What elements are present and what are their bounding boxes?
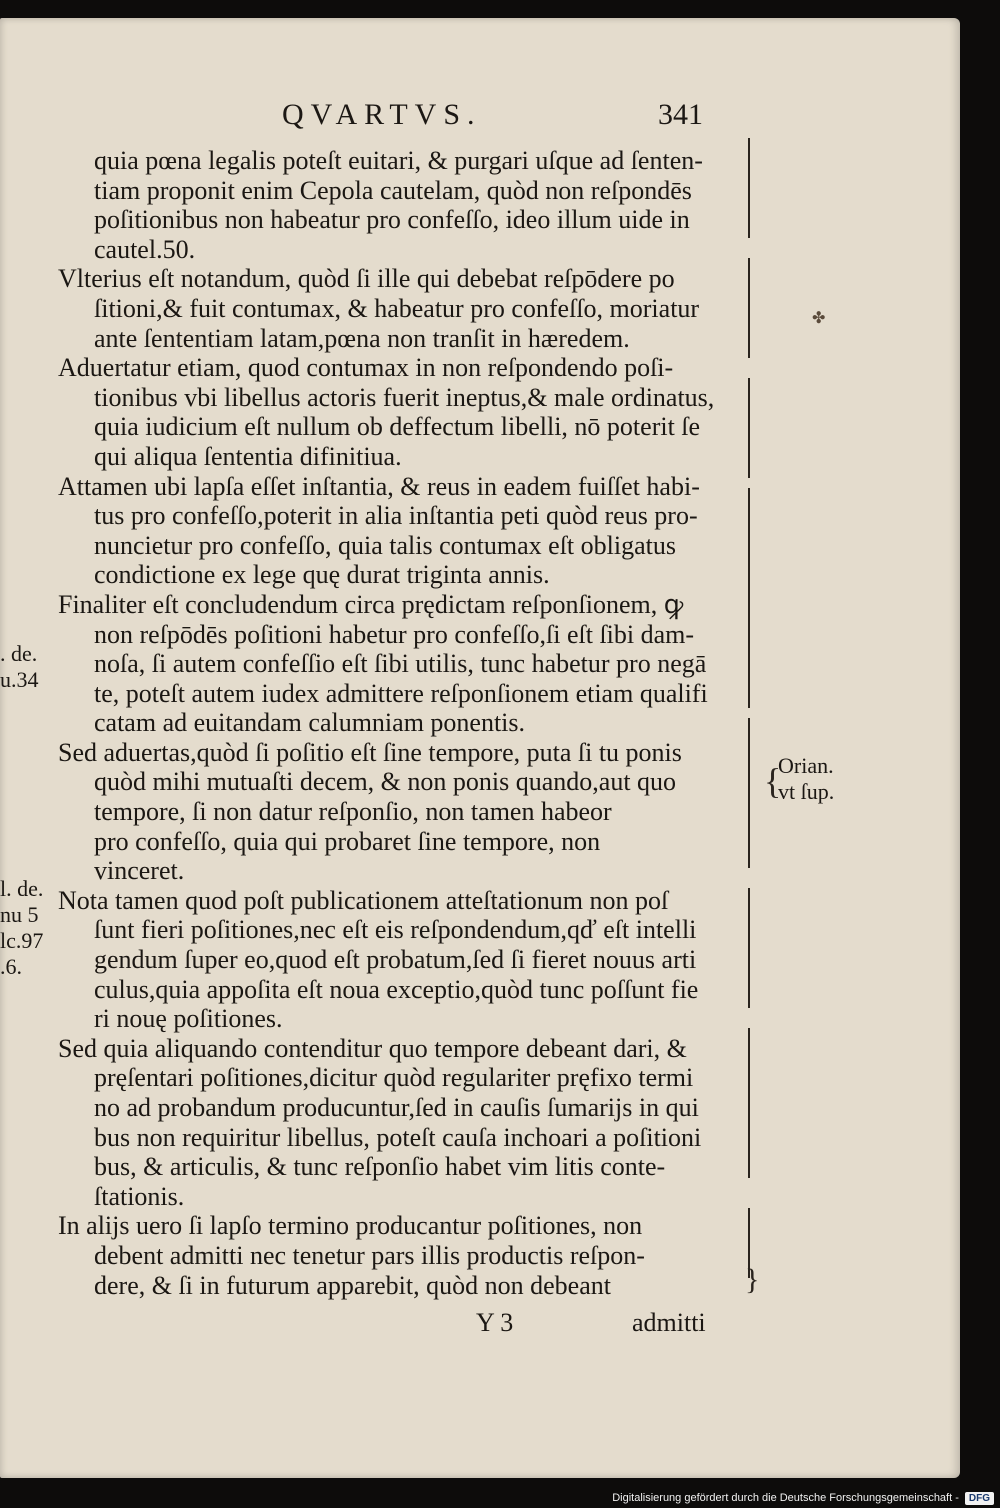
- text-line: In alijs uero ſi lapſo termino producantur poſitiones, non: [58, 1211, 643, 1241]
- text-line: quia iudicium eſt nullum ob deffectum libelli, nō poterit ſe: [94, 412, 701, 442]
- margin-rule: [748, 258, 750, 358]
- margin-brace: }: [745, 1263, 760, 1296]
- paragraph: [58, 264, 748, 353]
- text-line: ante ſententiam latam,pœna non tranſit in hæredem.: [94, 323, 630, 353]
- margin-rule: [748, 1028, 750, 1178]
- text-line: Finaliter eſt concludendum circa prędictam reſponſionem, ꝙ: [58, 589, 684, 619]
- paragraph: [58, 472, 748, 590]
- library-stamp-mark: ✤: [812, 310, 826, 327]
- text-line: non reſpōdēs poſitioni habetur pro confeſſo,ſi eſt ſibi dam-: [94, 619, 695, 649]
- book-page: [0, 18, 960, 1478]
- paragraph: [58, 146, 748, 264]
- text-line: tiam proponit enim Cepola cautelam, quòd non reſpondēs: [94, 175, 692, 205]
- text-line: poſitionibus non habeatur pro confeſſo, ideo illum uide in: [94, 205, 690, 235]
- paragraph: [58, 1034, 748, 1212]
- paragraph: [58, 1211, 748, 1300]
- text-line: nuncietur pro confeſſo, quia talis contumax eſt obligatus: [94, 530, 676, 560]
- text-line: no ad probandum producuntur,ſed in cauſis ſumarijs in qui: [94, 1093, 699, 1122]
- text-line: gendum ſuper eo,quod eſt probatum,ſed ſi fieret nouus arti: [94, 945, 697, 975]
- text-line: tempore, ſi non datur reſponſio, non tamen habeor: [94, 797, 612, 827]
- text-line: Vlterius eſt notandum, quòd ſi ille qui debebat reſpōdere po: [58, 264, 675, 294]
- text-line: tus pro confeſſo,poterit in alia inſtantia peti quòd reus pro-: [94, 501, 698, 531]
- text-line: pręſentari poſitiones,dicitur quòd regulariter pręfixo termi: [94, 1063, 694, 1093]
- margin-bracket: {: [764, 761, 782, 801]
- text-line: Aduertatur etiam, quod contumax in non reſpondendo poſi-: [58, 353, 674, 383]
- text-line: noſa, ſi autem confeſſio eſt ſibi utilis, tunc habetur pro negā: [94, 649, 707, 679]
- text-line: qui aliqua ſententia difinitiua.: [94, 441, 402, 471]
- paragraph: [58, 738, 748, 886]
- paragraph: [58, 353, 748, 471]
- dfg-logo: DFG: [965, 1492, 994, 1505]
- text-line: Nota tamen quod poſt publicationem atteſtationum non poſ: [58, 885, 669, 915]
- text-line: quòd mihi mutuaſti decem, & non ponis quando,aut quo: [94, 767, 677, 797]
- text-line: culus,quia appoſita eſt noua exceptio,quòd tunc poſſunt fie: [94, 974, 699, 1004]
- signature-mark: Y 3: [476, 1308, 514, 1337]
- page-header: [0, 98, 960, 138]
- margin-note-left-1: . de. u.34: [0, 641, 39, 692]
- page-footer: [0, 1308, 960, 1342]
- main-text: [58, 146, 748, 1300]
- text-line: Attamen ubi lapſa eſſet inſtantia, & reus in eadem fuiſſet habi-: [58, 471, 700, 501]
- text-line: bus non requiritur libellus, poteſt cauſa inchoari a poſitioni: [94, 1122, 702, 1152]
- margin-rule: [748, 138, 750, 238]
- text-line: te, poteſt autem iudex admittere reſponſionem etiam qualifi: [94, 678, 708, 708]
- text-line: pro confeſſo, quia qui probaret ſine tempore, non: [94, 826, 601, 856]
- text-line: ſitioni,& fuit contumax, & habeatur pro confeſſo, moriatur: [94, 293, 700, 323]
- text-line: ſtationis.: [94, 1181, 185, 1211]
- text-line: Sed aduertas,quòd ſi poſitio eſt ſine tempore, puta ſi tu ponis: [58, 737, 682, 767]
- text-line: tionibus vbi libellus actoris fuerit ineptus,& male ordinatus,: [94, 382, 715, 412]
- margin-rule: [748, 718, 750, 868]
- paragraph: [58, 590, 748, 738]
- text-line: catam ad euitandam calumniam ponentis.: [94, 708, 526, 738]
- margin-rule: [748, 378, 750, 478]
- running-title: QVARTVS.: [282, 98, 482, 131]
- margin-rule: [748, 488, 750, 708]
- folio-number: 341: [658, 98, 703, 131]
- text-line: vinceret.: [94, 856, 185, 886]
- text-line: ri nouę poſitiones.: [94, 1004, 283, 1034]
- digitization-credit: [594, 1488, 1000, 1508]
- text-line: quia pœna legalis poteſt euitari, & purgari uſque ad ſenten-: [94, 146, 703, 175]
- digitization-note: Digitalisierung gefördert durch die Deutsche Forschungsgemeinschaft -: [612, 1492, 959, 1504]
- margin-note-left-2: l. de. nu 5 lc.97 .6.: [0, 876, 44, 979]
- paragraph: [58, 886, 748, 1034]
- text-line: condictione ex lege quę durat triginta annis.: [94, 560, 550, 590]
- catchword: admitti: [632, 1308, 706, 1337]
- margin-note-right: Orian. vt ſup.: [778, 753, 835, 804]
- text-line: cautel.50.: [94, 234, 196, 264]
- text-line: debent admitti nec tenetur pars illis productis reſpon-: [94, 1240, 645, 1270]
- text-line: bus, & articulis, & tunc reſponſio habet vim litis conte-: [94, 1152, 666, 1182]
- margin-rule: [748, 888, 750, 1008]
- text-line: ſunt fieri poſitiones,nec eſt eis reſpondendum,qď eſt intelli: [94, 915, 697, 945]
- text-line: dere, & ſi in futurum apparebit, quòd non debeant: [94, 1270, 611, 1300]
- text-line: Sed quia aliquando contenditur quo tempore debeant dari, &: [58, 1033, 687, 1063]
